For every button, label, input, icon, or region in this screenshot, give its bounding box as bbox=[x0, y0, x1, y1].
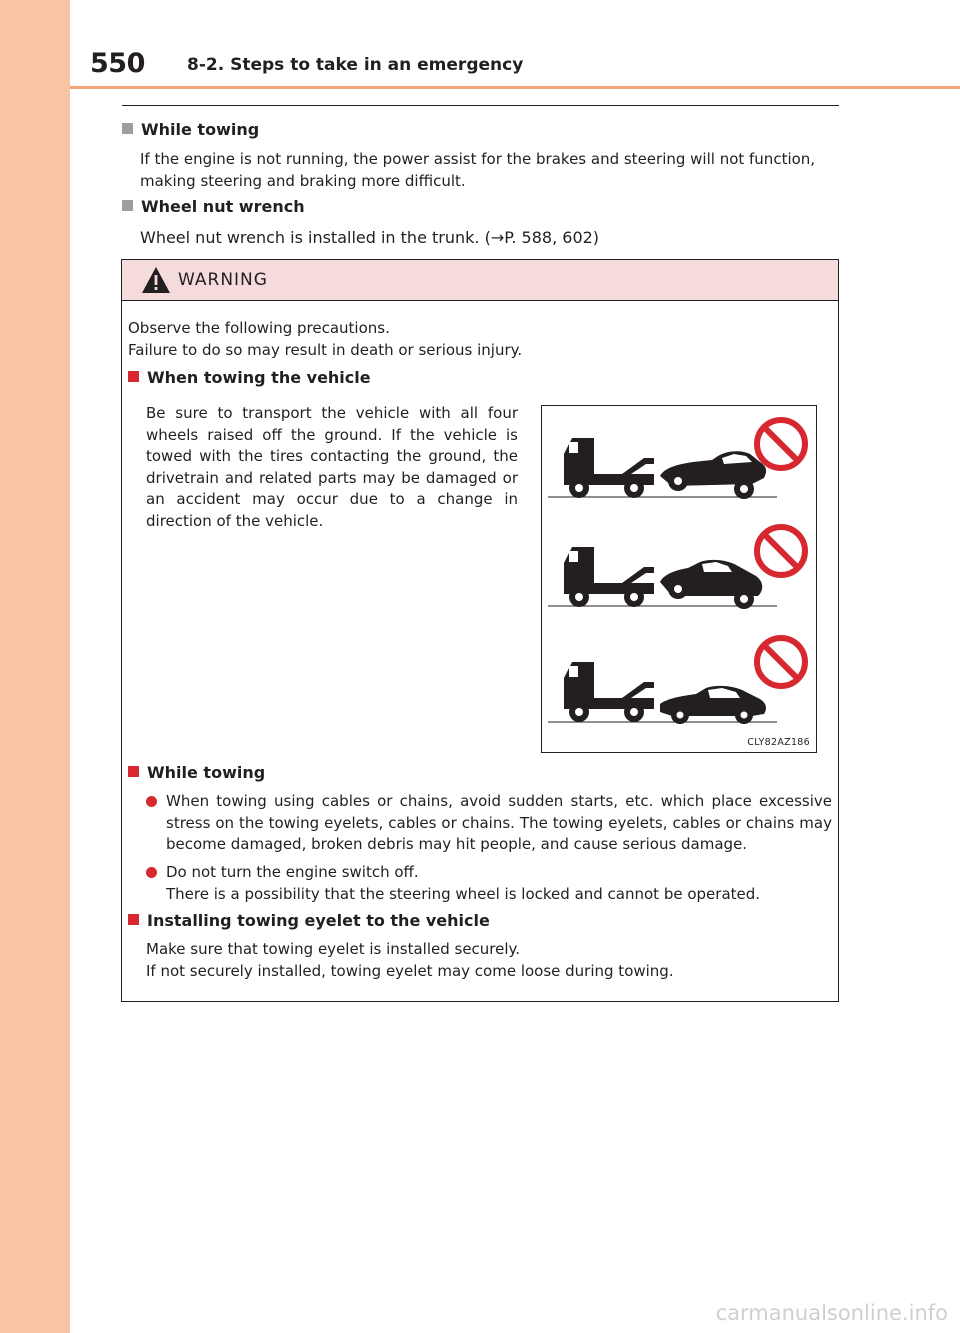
side-band bbox=[0, 0, 70, 1333]
scene-rear-lifted bbox=[548, 527, 805, 609]
while-towing-text: If the engine is not running, the power assist for the brakes and steering will not function, making steering and braking more difficult. bbox=[140, 150, 816, 190]
heading-while-towing: While towing bbox=[122, 120, 259, 139]
page-number: 550 bbox=[90, 48, 145, 79]
gray-square-bullet-icon bbox=[122, 123, 133, 134]
heading-when-towing-vehicle: When towing the vehicle bbox=[128, 368, 371, 387]
eyelet-line2: If not securely installed, towing eyelet may come loose during towing. bbox=[146, 962, 674, 980]
red-square-bullet-icon bbox=[128, 371, 139, 382]
warning-intro-line1: Observe the following precautions. bbox=[128, 319, 390, 337]
towing-prohibited-scenes bbox=[542, 406, 816, 752]
bullet-text: When towing using cables or chains, avoid sudden starts, etc. which place excessive stress on the towing eyelets, cables or chains. The towing eyelets, cables or chains may become damaged, broken debris may hit people, and cause serious damage. bbox=[166, 792, 832, 853]
towing-vehicle-text: Be sure to transport the vehicle with all four wheels raised off the ground. If the vehicle is towed with the tires contacting the ground, the drivetrain and related parts may be damaged or an accident may occur due to a change in direction of the vehicle. bbox=[146, 404, 518, 530]
towing-illustration bbox=[541, 405, 817, 753]
bullet-text: Do not turn the engine switch off. There is a possibility that the steering wheel is locked and cannot be operated. bbox=[166, 863, 761, 903]
gray-square-bullet-icon bbox=[122, 200, 133, 211]
red-dot-bullet-icon bbox=[146, 867, 157, 878]
heading-installing-eyelet: Installing towing eyelet to the vehicle bbox=[128, 911, 490, 930]
warning-header bbox=[122, 260, 838, 301]
header-rule bbox=[70, 86, 960, 89]
scene-front-lifted bbox=[548, 420, 805, 499]
warning-title: WARNING bbox=[178, 270, 268, 290]
heading-wheel-nut-wrench: Wheel nut wrench bbox=[122, 197, 305, 216]
content-divider bbox=[122, 105, 839, 106]
warning-triangle-icon bbox=[141, 266, 171, 294]
red-square-bullet-icon bbox=[128, 914, 139, 925]
warning-intro-line2: Failure to do so may result in death or serious injury. bbox=[128, 341, 523, 359]
red-dot-bullet-icon bbox=[146, 796, 157, 807]
figure-code: CLY82AZ186 bbox=[747, 737, 810, 748]
section-title: 8-2. Steps to take in an emergency bbox=[187, 55, 524, 75]
red-square-bullet-icon bbox=[128, 766, 139, 777]
scene-all-wheels-down bbox=[548, 638, 805, 724]
wheel-nut-wrench-text: Wheel nut wrench is installed in the trunk. (→P. 588, 602) bbox=[140, 228, 600, 247]
heading-while-towing-warning: While towing bbox=[128, 763, 265, 782]
eyelet-line1: Make sure that towing eyelet is installed securely. bbox=[146, 940, 521, 958]
watermark: carmanualsonline.info bbox=[715, 1301, 948, 1325]
